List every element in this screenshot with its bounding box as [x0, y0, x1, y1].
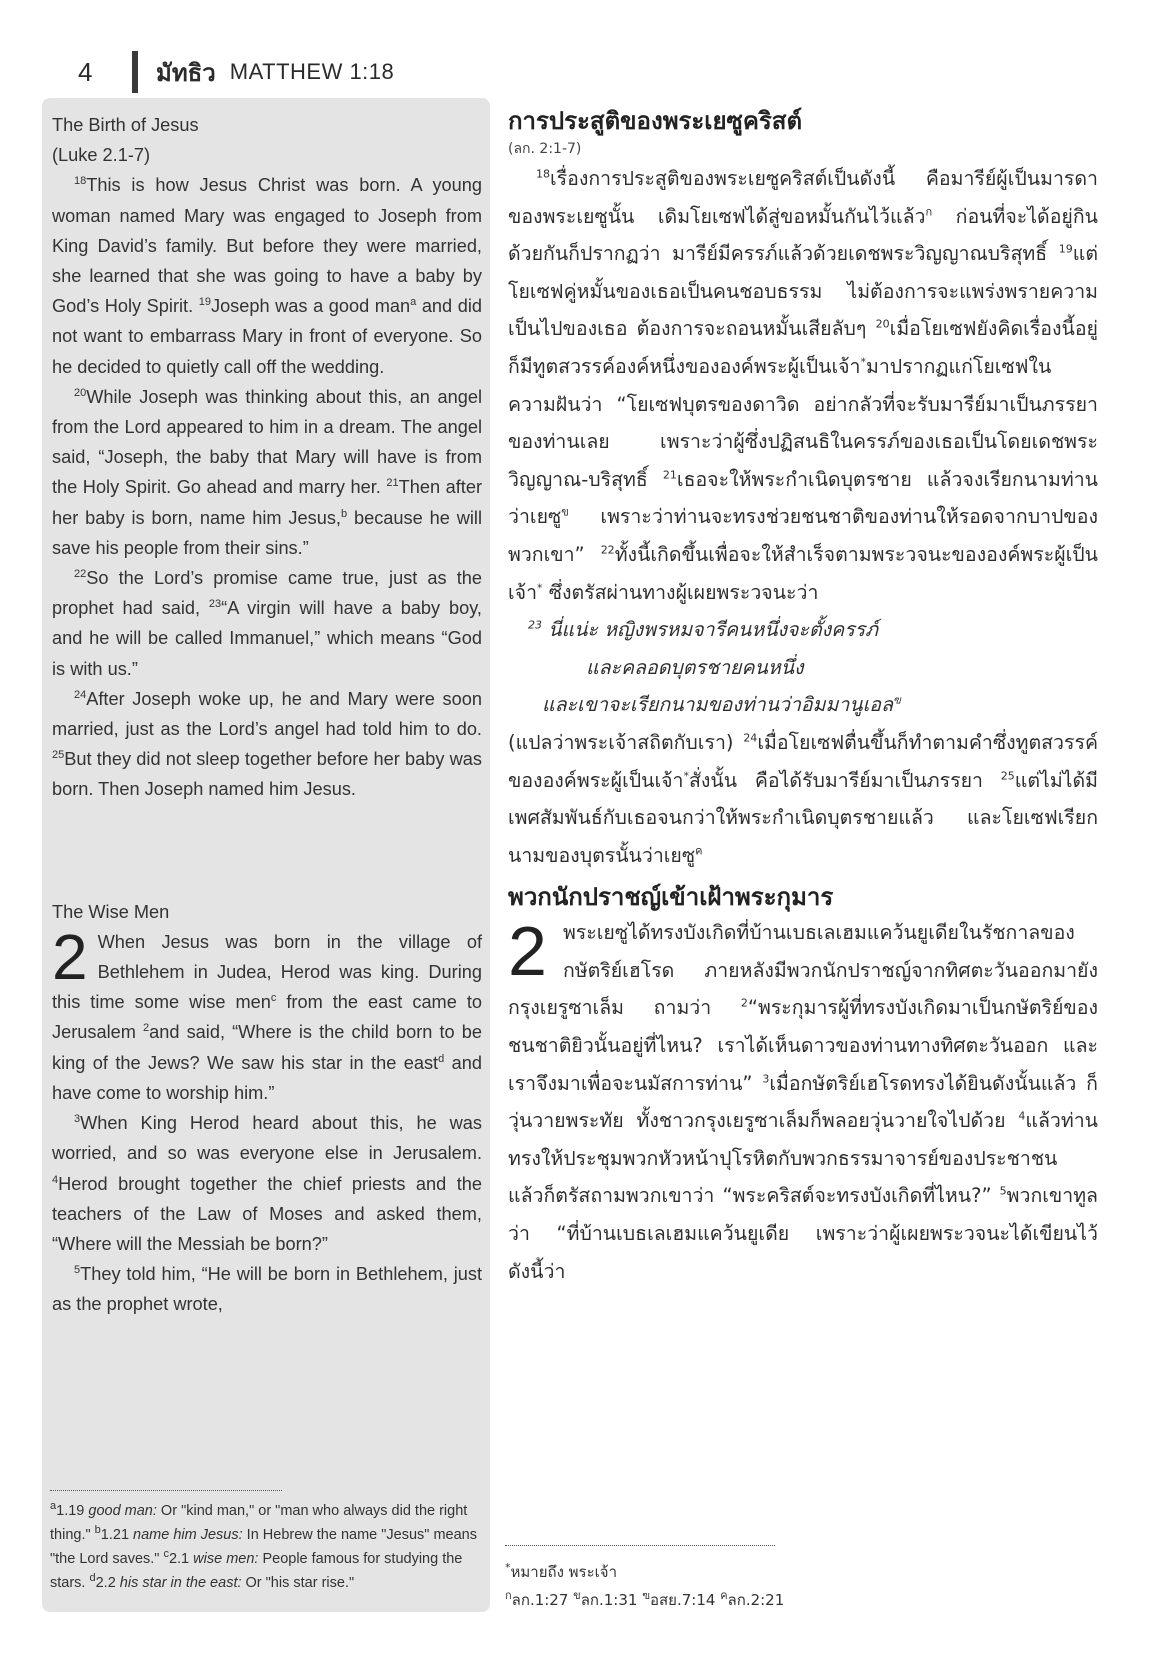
- verse-text: from the east came to Jerusalem: [52, 992, 482, 1043]
- verse-text: This is how Jesus Christ was born. A young woman named Mary was engaged to Joseph from King David’s family. But before they were married, she learned that she was going to have a baby by God’s Holy Spirit.: [52, 175, 482, 317]
- verse-text: When King Herod heard about this, he was worried, and so was everyone else in Jerusalem.: [52, 1113, 482, 1164]
- header-divider: [132, 51, 138, 93]
- footnote-ref: 1.19: [56, 1503, 89, 1519]
- footnote-marker[interactable]: b: [340, 507, 348, 520]
- paragraph: [52, 382, 482, 563]
- verse-number: 3: [74, 1113, 81, 1126]
- footnote-divider: [50, 1490, 282, 1491]
- section-ref-thai-birth: (ลก. 2:1-7): [508, 141, 582, 157]
- footnote-marker[interactable]: *: [860, 355, 866, 369]
- footnote-term: wise men:: [193, 1551, 259, 1567]
- verse-text: and have come to worship him.”: [52, 1052, 483, 1103]
- footnote-term: his star in the east:: [119, 1575, 242, 1591]
- paragraph: [52, 1259, 482, 1319]
- footnote-marker: c: [163, 1548, 169, 1561]
- footnote-body: ลก.1:31: [580, 1591, 643, 1609]
- footnote-marker[interactable]: ก: [925, 205, 933, 219]
- section-title-thai-birth: การประสูติของพระเยซูคริสต์: [508, 107, 803, 135]
- verse-number: 23: [208, 598, 222, 611]
- verse-text: ซึ่งตรัสผ่านทางผู้เผยพระวจนะว่า: [542, 580, 819, 604]
- verse-number: 5: [999, 1184, 1007, 1198]
- verse-text: ก่อนที่จะได้อยู่กินด้วยกันก็ปรากฏว่า มารีย์มีครรภ์แล้วด้วยเดชพระวิญญาณบริสุทธิ์: [508, 204, 1098, 266]
- verse-number: 3: [762, 1072, 770, 1086]
- verse-text: ทั้งนี้เกิดขึ้นเพื่อจะให้สำเร็จตามพระวจนะขององค์พระผู้เป็นเจ้า: [508, 542, 1098, 604]
- footnote-marker[interactable]: a: [410, 296, 417, 309]
- verse-number: 20: [74, 386, 87, 399]
- footnote-marker[interactable]: c: [270, 992, 277, 1005]
- footnote-marker: a: [50, 1500, 57, 1513]
- english-column: [42, 98, 490, 1612]
- footnote-marker: b: [94, 1524, 101, 1537]
- verse-number: 24: [743, 731, 758, 745]
- verse-text: (แปลว่าพระเจ้าสถิตกับเรา): [508, 730, 744, 754]
- section-title-birth: The Birth of Jesus: [52, 115, 199, 135]
- footnote-body: In Hebrew the name "Jesus" means "the Lord saves.": [50, 1527, 477, 1567]
- verse-text: เมื่อกษัตริย์เฮโรดทรงได้ยินดังนั้นแล้ว ก็วุ่นวายพระทัย ทั้งชาวกรุงเยรูซาเล็มก็พลอยวุ่นวายใจไปด้วย: [508, 1071, 1098, 1133]
- section-title-thai-wise-men: พวกนักปราชญ์เข้าเฝ้าพระกุมาร: [508, 883, 834, 912]
- footnote-body: Or "kind man," or "man who always did the right thing.": [50, 1503, 468, 1543]
- verse-number: 25: [52, 749, 65, 762]
- paragraph: [52, 170, 482, 381]
- footnote-marker: ค: [720, 1589, 728, 1602]
- verse-text: พระเยซูได้ทรงบังเกิดที่บ้านเบธเลเฮมแคว้นยูเดียในรัชกาลของกษัตริย์เฮโรด ภายหลังมีพวกนักปราชญ์จากทิศตะวันออกมายังกรุงเยรูซาเล็ม ถามว่า: [508, 921, 1098, 1020]
- poem-line: [508, 686, 1098, 724]
- section-title-wise-men: The Wise Men: [52, 901, 170, 922]
- footnote-marker[interactable]: ฃ: [892, 693, 901, 707]
- poem-text: และเขาจะเรียกนามของท่านว่าอิมมานูเอล: [542, 693, 893, 717]
- verse-text: So the Lord’s promise came true, just as the prophet had said,: [52, 568, 482, 619]
- paragraph: [52, 563, 482, 684]
- book-title-thai: มัทธิว: [156, 58, 216, 87]
- footnote-marker[interactable]: ข: [561, 505, 569, 519]
- verse-text: เธอจะให้พระกำเนิดบุตรชาย แล้วจงเรียกนามท่านว่าเยซู: [508, 467, 1098, 529]
- verse-number: 22: [600, 543, 615, 557]
- footnote-marker[interactable]: d: [438, 1052, 445, 1065]
- verse-text: because he will save his people from their sins.”: [52, 507, 482, 558]
- footnote-divider: [505, 1545, 775, 1546]
- verse-text: เพราะว่าท่านจะทรงช่วยชนชาติของท่านให้รอดจากบาปของพวกเขา”: [508, 505, 1098, 566]
- footnote-body: ลก.2:21: [727, 1591, 785, 1609]
- verse-number: 19: [198, 296, 211, 309]
- verse-text: When Jesus was born in the village of Bethlehem in Judea, Herod was king. During this time some wise men: [52, 931, 482, 1013]
- verse-text: เมื่อโยเซฟตื่นขึ้นก็ทำตามคำซึ่งทูตสวรรค์ขององค์พระผู้เป็นเจ้า: [508, 730, 1098, 792]
- verse-number: 23: [528, 618, 542, 632]
- footnote-body: อสย.7:14: [650, 1591, 721, 1609]
- verse-number: 22: [74, 567, 87, 580]
- paragraph: [508, 160, 1098, 611]
- chapter-start: [508, 914, 1098, 1290]
- verse-text: มาปรากฏแก่โยเซฟในความฝันว่า “โยเซฟบุตรของดาวิด อย่ากลัวที่จะรับมารีย์มาเป็นภรรยาของท่านเลย เพราะว่าผู้ซึ่งปฏิสนธิในครรภ์ของเธอเป็นโดยเดชพระวิญญาณ-บริสุทธิ์: [508, 354, 1098, 491]
- footnote-body: Or "his star rise.": [241, 1575, 355, 1591]
- paragraph: [508, 724, 1098, 874]
- verse-number: 5: [74, 1264, 81, 1277]
- page-header: [78, 52, 394, 92]
- footnote-text: [505, 1586, 885, 1614]
- verse-number: 2: [143, 1022, 150, 1035]
- verse-text: Then after her baby is born, name him Jesus,: [52, 477, 482, 528]
- footnote-marker[interactable]: ค: [695, 844, 703, 858]
- thai-column: [508, 104, 1098, 1290]
- verse-text: สั่งนั้น คือได้รับมารีย์มาเป็นภรรยา: [688, 768, 1001, 792]
- verse-text: “พระกุมารผู้ที่ทรงบังเกิดมาเป็นกษัตริย์ของชนชาติยิวนั้นอยู่ที่ไหน? เราได้เห็นดาวของท่านทางทิศตะวันออก และเราจึงมาเพื่อจะนมัสการท่าน”: [508, 996, 1098, 1095]
- footnote-body: ลก.1:27: [511, 1591, 574, 1609]
- verse-number: 25: [1000, 769, 1015, 782]
- verse-number: 4: [1018, 1109, 1026, 1123]
- footnote-term: good man:: [88, 1503, 157, 1519]
- poem-text: นี่แน่ะ หญิงพรหมจารีคนหนึ่งจะตั้งครรภ์: [548, 618, 878, 642]
- verse-text: and said, “Where is the child born to be king of the Jews? We saw his star in the east: [52, 1022, 483, 1073]
- verse-text: After Joseph woke up, he and Mary were soon married, just as the Lord’s angel had told him to do.: [52, 688, 482, 740]
- footnote-text: [505, 1558, 885, 1586]
- verse-text: แต่โยเซฟคู่หมั้นของเธอเป็นคนชอบธรรม ไม่ต้องการจะแพร่งพรายความเป็นไปของเธอ ต้องการจะถอนหมั้นเสียลับๆ: [508, 242, 1098, 341]
- verse-text: and did not want to embarrass Mary in front of everyone. So he decided to quietly call off the wedding.: [52, 296, 482, 377]
- footnote-marker: ข: [573, 1589, 581, 1602]
- verse-number: 18: [74, 175, 87, 188]
- poem-line: และคลอดบุตรชายคนหนึ่ง: [586, 655, 804, 679]
- verse-text: While Joseph was thinking about this, an angel from the Lord appeared to him in a dream. The angel said, “Joseph, the baby that Mary will have is from the Holy Spirit. Go ahead and marry her.: [52, 386, 482, 498]
- verse-text: เรื่องการประสูติของพระเยซูคริสต์เป็นดังนี้ คือมารีย์ผู้เป็นมารดาของพระเยซูนั้น เดิมโยเซฟได้สู่ขอหมั้นกันไว้แล้ว: [508, 167, 1098, 228]
- verse-text: They told him, “He will be born in Bethlehem, just as the prophet wrote,: [52, 1264, 482, 1315]
- footnote-marker: ก: [505, 1589, 512, 1602]
- chapter-number: 2: [52, 920, 88, 993]
- verse-text: “A virgin will have a baby boy, and he will be called Immanuel,” which means “God is with us.”: [52, 598, 482, 679]
- verse-text: But they did not sleep together before her baby was born. Then Joseph named him Jesus.: [52, 749, 482, 800]
- verse-text: เมื่อโยเซฟยังคิดเรื่องนี้อยู่ ก็มีทูตสวรรค์องค์หนึ่งขององค์พระผู้เป็นเจ้า: [508, 317, 1098, 378]
- book-title-english: MATTHEW 1:18: [229, 59, 395, 84]
- verse-number: 19: [1058, 242, 1073, 256]
- footnote-ref: 2.2: [95, 1575, 120, 1591]
- verse-text: Joseph was a good man: [210, 296, 411, 317]
- footnote-marker: ฃ: [642, 1589, 650, 1602]
- verse-text: แต่ไม่ได้มีเพศสัมพันธ์กับเธอจนกว่าให้พระกำเนิดบุตรชายแล้ว และโยเซฟเรียกนามของบุตรนั้นว่าเยซู: [508, 768, 1098, 867]
- footnote-marker[interactable]: *: [537, 581, 543, 595]
- paragraph: [52, 684, 482, 805]
- verse-number: 20: [875, 317, 890, 331]
- verse-number: 2: [740, 996, 748, 1010]
- paragraph: [52, 1108, 482, 1259]
- chapter-start: [52, 920, 483, 1108]
- poem-line: [508, 611, 1098, 649]
- footnote-ref: 1.21: [100, 1527, 134, 1543]
- thai-footnotes: [505, 1545, 885, 1614]
- verse-number: 4: [52, 1173, 59, 1186]
- page-number: 4: [78, 56, 93, 87]
- verse-text: Herod brought together the chief priests and the teachers of the Law of Moses and asked them, “Where will the Messiah be born?”: [52, 1173, 482, 1254]
- paragraph: [52, 920, 483, 1108]
- footnote-body: People famous for studying the stars.: [50, 1551, 463, 1591]
- verse-number: 18: [536, 167, 550, 181]
- verse-number: 21: [662, 468, 677, 482]
- footnote-body: หมายถึง พระเจ้า: [510, 1563, 618, 1581]
- section-ref-birth: (Luke 2.1-7): [52, 145, 151, 166]
- paragraph: [508, 914, 1098, 1290]
- verse-number: 21: [386, 477, 399, 490]
- footnote-marker[interactable]: *: [683, 769, 689, 782]
- verse-text: พวกเขาทูลว่า “ที่บ้านเบธเลเฮมแคว้นยูเดีย เพราะว่าผู้เผยพระวจนะได้เขียนไว้ ดังนี้ว่า: [508, 1184, 1098, 1283]
- footnote-text: [50, 1499, 482, 1595]
- footnote-marker: d: [89, 1572, 96, 1585]
- verse-number: 24: [74, 688, 87, 701]
- english-footnotes: [50, 1490, 482, 1595]
- verse-text: แล้วท่านทรงให้ประชุมพวกหัวหน้าปุโรหิตกับพวกธรรมาจารย์ของประชาชน แล้วก็ตรัสถามพวกเขาว่า “พระคริสต์จะทรงบังเกิดที่ไหน?”: [508, 1109, 1098, 1208]
- chapter-number: 2: [508, 912, 547, 991]
- footnote-marker: *: [505, 1561, 511, 1574]
- footnote-term: name him Jesus:: [133, 1527, 243, 1543]
- footnote-ref: 2.1: [168, 1551, 194, 1567]
